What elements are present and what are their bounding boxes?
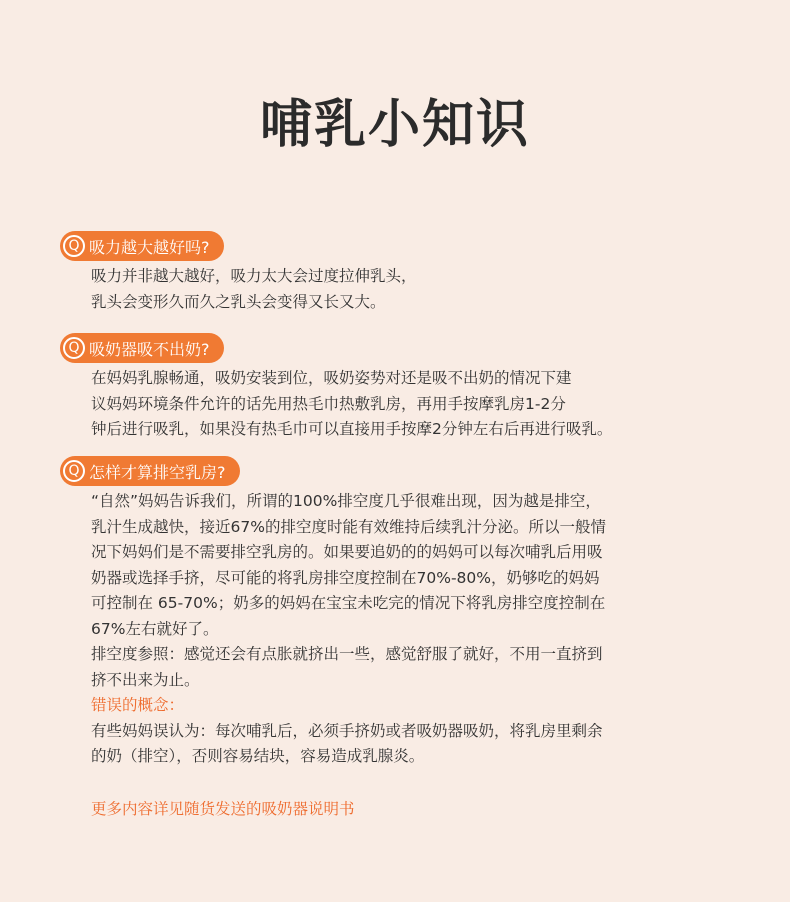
answer-line: 议妈妈环境条件允许的话先用热毛巾热敷乳房，再用手按摩乳房1-2分 [91,394,566,413]
answer-line: “自然”妈妈告诉我们，所谓的100%排空度几乎很难出现，因为越是排空， [91,492,601,510]
misconception-heading: 错误的概念： [91,696,185,714]
q-badge-icon: Q [63,337,85,359]
answer-line: 排空度参照：感觉还会有点胀就挤出一些，感觉舒服了就好，不用一直挤到 [91,645,603,663]
qa-section-suction [60,231,740,315]
answer-text [91,264,740,315]
answer-text [91,489,740,770]
question-label: 吸奶器吸不出奶? [89,339,210,359]
answer-line: 奶器或选择手挤，尽可能的将乳房排空度控制在70%-80%，奶够吃的妈妈 [91,568,600,587]
answer-line: 有些妈妈误认为：每次哺乳后，必须手挤奶或者吸奶器吸奶，将乳房里剩余 [91,721,603,740]
question-pill [60,231,224,261]
question-pill [60,456,240,486]
answer-line: 的奶（排空），否则容易结块，容易造成乳腺炎。 [91,747,425,765]
answer-line: 钟后进行吸乳，如果没有热毛巾可以直接用手按摩2分钟左右后再进行吸乳。 [91,420,613,438]
answer-text [91,366,740,443]
answer-line: 在妈妈乳腺畅通，吸奶安装到位，吸奶姿势对还是吸不出奶的情况下建 [91,369,572,387]
answer-line: 可控制在 65-70%；奶多的妈妈在宝宝未吃完的情况下将乳房排空度控制在 [91,594,606,612]
question-label: 怎样才算排空乳房? [89,462,226,482]
answer-line: 乳头会变形久而久之乳头会变得又长又大。 [91,292,386,311]
footer-note: 更多内容详见随货发送的吸奶器说明书 [91,800,355,818]
q-badge-icon: Q [63,460,85,482]
answer-line: 况下妈妈们是不需要排空乳房的。如果要追奶的的妈妈可以每次哺乳后用吸 [91,543,603,561]
question-label: 吸力越大越好吗? [89,237,210,257]
q-badge-icon: Q [63,235,85,257]
question-pill [60,333,224,363]
answer-line: 挤不出来为止。 [91,670,200,689]
answer-line: 吸力并非越大越好，吸力太大会过度拉伸乳头， [91,267,417,285]
qa-section-emptying [60,456,740,770]
qa-section-no-milk [60,333,740,443]
answer-line: 乳汁生成越快，接近67%的排空度时能有效维持后续乳汁分泌。所以一般情 [91,517,606,536]
answer-line: 67%左右就好了。 [91,619,219,638]
page-title: 哺乳小知识 [259,95,530,155]
